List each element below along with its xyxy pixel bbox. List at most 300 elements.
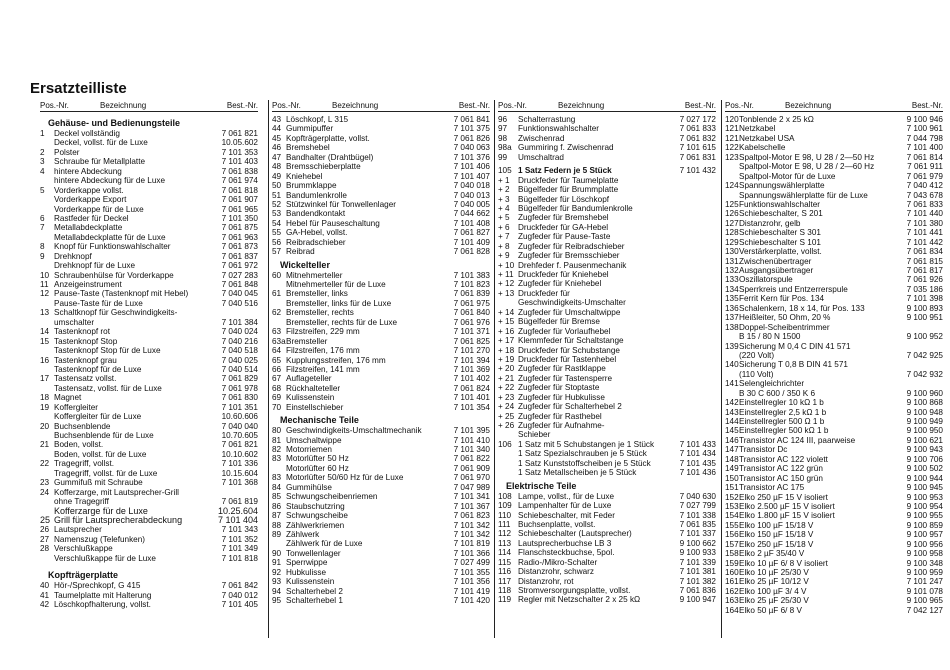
part-row (725, 530, 943, 539)
part-pos-nr: 48 (272, 162, 282, 172)
part-order-nr: 10.70.605 (221, 431, 258, 440)
part-description: Funktionswahlschalter (518, 124, 600, 134)
part-description: Kniehebel (286, 171, 323, 181)
part-description: Stromversorgungsplatte, vollst. (518, 586, 631, 595)
part-order-nr: 9 100 621 (906, 435, 943, 445)
part-order-nr: 7 101 434 (679, 449, 716, 459)
part-row (725, 275, 943, 284)
part-description: Schiebeschalter (Lautsprecher) (518, 529, 632, 539)
part-order-nr: 10.10.602 (221, 449, 258, 459)
part-row (272, 327, 490, 336)
part-pos-nr: 10 (40, 270, 50, 280)
part-order-nr: 7 101 441 (906, 228, 943, 238)
part-order-nr: 9 100 954 (906, 501, 943, 511)
part-description: Motorriemen (286, 445, 332, 454)
part-pos-nr: 125 (725, 199, 739, 209)
part-description: Zählwerkriemen (286, 520, 345, 530)
part-row (498, 153, 716, 162)
part-description: Tastenknopf rot (54, 327, 110, 337)
part-description: umschalter (54, 317, 95, 327)
header-bezeichnung: Bezeichnung (100, 101, 147, 110)
part-pos-nr: 105 (498, 166, 512, 176)
part-pos-nr: 61 (272, 289, 282, 299)
part-row (725, 389, 943, 398)
part-description: Zugfeder für Schalterhebel 2 (518, 402, 622, 412)
column-header (725, 100, 943, 112)
part-pos-nr: + 2 (498, 185, 510, 195)
part-order-nr: 7 101 398 (906, 294, 943, 304)
part-description: Zählwerk für de Luxe (286, 539, 363, 549)
part-pos-nr: 21 (40, 440, 50, 450)
part-pos-nr: 28 (40, 544, 50, 554)
part-row (725, 332, 943, 341)
part-row (498, 232, 716, 241)
column-header (40, 100, 258, 112)
part-order-nr: 7 042 127 (906, 605, 943, 615)
part-row (498, 520, 716, 529)
part-pos-nr: 18 (40, 393, 50, 403)
part-row (272, 558, 490, 567)
part-order-nr: 7 027 172 (679, 115, 716, 124)
part-pos-nr: 98a (498, 143, 512, 153)
header-best-nr: Best.-Nr. (226, 101, 258, 110)
part-row (725, 124, 943, 133)
part-row (272, 530, 490, 539)
part-order-nr: 7 061 911 (907, 162, 943, 172)
part-description: Elko 100 µF 3/ 4 V (739, 586, 807, 596)
part-row (40, 280, 258, 289)
part-row (40, 374, 258, 383)
part-pos-nr: 98 (498, 133, 508, 143)
part-row (498, 539, 716, 548)
part-order-nr: 9 100 662 (679, 538, 716, 548)
part-description: Bandumlenkrolle (286, 190, 347, 200)
part-row (725, 540, 943, 549)
part-description: 1 Satz Spezialschrauben je 5 Stück (518, 449, 647, 459)
part-description: Transistor AC 122 grün (739, 464, 823, 474)
part-description: Sicherung M 0,4 C DIN 41 571 (739, 341, 851, 351)
header-bezeichnung: Bezeichnung (332, 101, 379, 110)
part-order-nr: 7 040 024 (221, 327, 258, 337)
part-pos-nr: 89 (272, 529, 282, 539)
part-order-nr: 7 061 909 (453, 463, 490, 473)
column-divider (268, 100, 269, 638)
part-order-nr: 9 100 348 (906, 558, 943, 568)
part-order-nr: 7 061 824 (453, 383, 490, 393)
part-pos-nr: 85 (272, 492, 282, 502)
part-description: Elko 10 µF 25/30 V (739, 568, 809, 577)
part-order-nr: 7 061 822 (453, 454, 490, 464)
part-order-nr: 7 101 353 (221, 147, 258, 157)
part-order-nr: 7 061 817 (906, 266, 943, 275)
part-row (40, 195, 258, 204)
part-row (40, 525, 258, 534)
part-description: Tastenknopf grau (54, 355, 117, 365)
part-row (272, 492, 490, 501)
part-row (725, 549, 943, 558)
part-row (272, 318, 490, 327)
part-pos-nr: 139 (725, 341, 739, 351)
part-order-nr: 7 061 821 (221, 129, 258, 138)
part-order-nr: 7 061 823 (453, 511, 490, 521)
part-description: Boden, vollst. (54, 440, 104, 450)
part-row (272, 209, 490, 218)
part-description: Tastenknopf Stop (54, 336, 118, 346)
part-description: Staubschutzring (286, 501, 345, 511)
part-row (40, 469, 258, 478)
part-order-nr: 7 044 798 (906, 133, 943, 143)
part-pos-nr: 19 (40, 402, 50, 412)
part-row (272, 365, 490, 374)
part-row (725, 162, 943, 171)
part-pos-nr: 115 (498, 557, 512, 567)
part-row (498, 412, 716, 421)
part-pos-nr: 47 (272, 152, 282, 162)
part-row (498, 529, 716, 538)
part-order-nr: 7 101 356 (453, 577, 490, 587)
part-row (498, 558, 716, 567)
part-row (272, 393, 490, 402)
part-row (40, 167, 258, 176)
header-pos: Pos.-Nr. (498, 101, 527, 110)
part-description: Vorderkappe Export (54, 195, 127, 205)
part-order-nr: 7 061 976 (453, 317, 490, 327)
part-pos-nr: 9 (40, 251, 45, 261)
part-row (725, 294, 943, 303)
part-description: Bremshebel (286, 143, 330, 153)
part-pos-nr: 23 (40, 478, 50, 488)
part-description: Elko 250 µF 15 V isoliert (739, 492, 828, 502)
part-order-nr: 7 061 818 (221, 185, 258, 195)
part-pos-nr: 52 (272, 199, 282, 209)
part-order-nr: 7 027 283 (221, 270, 258, 280)
part-description: Buchsenblende (54, 421, 111, 431)
part-description: Mitnehmerteller für de Luxe (286, 280, 386, 289)
part-description: Gummihülse (286, 482, 332, 492)
part-description: Elko 250 µF 15/18 V (739, 539, 814, 549)
part-row (498, 166, 716, 175)
part-pos-nr: 136 (725, 303, 739, 313)
part-description: Buchsenblende für de Luxe (54, 431, 154, 440)
part-order-nr: 7 101 342 (453, 529, 490, 539)
part-description: Schalterrastung (518, 115, 576, 124)
part-order-nr: 7 101 342 (453, 520, 490, 530)
part-description: (110 Volt) (739, 369, 774, 379)
section-heading (272, 257, 490, 271)
part-order-nr: 7 040 514 (221, 364, 258, 374)
part-order-nr: 7 101 823 (453, 280, 490, 289)
part-description: Schwungscheibenriemen (286, 492, 378, 502)
part-order-nr: 7 101 402 (453, 374, 490, 384)
part-order-nr: 7 101 442 (906, 237, 943, 247)
part-description: Filzstreifen, 176 mm (286, 346, 360, 356)
part-pos-nr: 2 (40, 147, 45, 157)
part-description: Bremsteller, rechts für de Luxe (286, 317, 398, 327)
part-row (272, 299, 490, 308)
part-row (40, 393, 258, 402)
part-pos-nr: + 13 (498, 288, 515, 298)
part-order-nr: 7 061 825 (453, 336, 490, 346)
part-order-nr: 7 101 337 (679, 529, 716, 539)
part-pos-nr: 157 (725, 539, 739, 549)
part-row (725, 436, 943, 445)
part-pos-nr: 43 (272, 115, 282, 124)
part-row (40, 478, 258, 487)
part-description: Elko 150 µF 15/18 V (739, 530, 814, 540)
part-row (40, 176, 258, 185)
part-row (40, 600, 258, 609)
part-row (725, 238, 943, 247)
part-order-nr: 7 061 975 (453, 298, 490, 308)
part-row (725, 200, 943, 209)
part-description: Reibrad (286, 247, 315, 257)
section-title: Mechanische Teile (280, 415, 359, 426)
section-heading (272, 412, 490, 426)
part-order-nr: 9 100 946 (906, 115, 943, 124)
part-row (40, 591, 258, 600)
section-title: Wickelteller (280, 259, 330, 270)
part-description: Schalenkern, 18 x 14, für Pos. 133 (739, 303, 865, 313)
part-pos-nr: 134 (725, 284, 739, 294)
part-description: Oszillatorspule (739, 275, 793, 285)
part-pos-nr: 111 (498, 519, 511, 529)
part-pos-nr: 126 (725, 209, 739, 219)
part-description: Drehknopf für de Luxe (54, 261, 136, 271)
part-order-nr: 7 061 826 (453, 133, 490, 143)
part-order-nr: 9 100 945 (906, 483, 943, 493)
part-row (40, 242, 258, 251)
part-pos-nr: 5 (40, 185, 45, 195)
part-description: Druckfeder für Kniehebel (518, 270, 609, 279)
part-description: Spannungswählerplatte (739, 181, 825, 191)
part-order-nr: 7 040 018 (453, 181, 490, 191)
part-order-nr: 7 101 355 (453, 567, 490, 577)
part-order-nr: 7 061 830 (221, 393, 258, 403)
section-title: Elektrische Teile (506, 480, 577, 491)
part-pos-nr: 15 (40, 336, 50, 346)
part-row (40, 384, 258, 393)
part-row (498, 440, 716, 449)
part-pos-nr: 113 (498, 538, 512, 548)
part-row (725, 370, 943, 379)
part-description: 1 Satz Metallscheiben je 5 Stück (518, 468, 637, 478)
header-best-nr: Best.-Nr. (458, 101, 490, 110)
part-order-nr: 7 101 366 (453, 548, 490, 558)
part-description: Netzkabel USA (739, 133, 795, 143)
part-pos-nr: 86 (272, 501, 282, 511)
part-order-nr: 9 100 948 (906, 407, 943, 417)
part-description: Deckel vollständig (54, 129, 120, 138)
part-order-nr: 7 101 819 (453, 539, 490, 549)
part-description: Bremsschieberplatte (286, 162, 361, 172)
part-pos-nr: 121 (725, 133, 739, 143)
part-row (498, 449, 716, 458)
part-description: Bügelfeder für Bremse (518, 317, 600, 327)
part-order-nr: 7 043 678 (906, 190, 943, 200)
part-description: Löschkopfhalterung, vollst. (54, 600, 151, 609)
part-pos-nr: 93 (272, 577, 282, 587)
part-description: Schieber (518, 430, 551, 440)
part-order-nr: 7 061 838 (221, 166, 258, 176)
part-row (40, 186, 258, 195)
part-row (725, 351, 943, 360)
part-pos-nr: + 14 (498, 307, 515, 317)
part-description: Flanschsteckbuchse, 5pol. (518, 548, 615, 558)
part-description: Elko 25 µF 10/12 V (739, 577, 809, 587)
part-row (40, 327, 258, 336)
part-row (498, 567, 716, 576)
part-pos-nr: 92 (272, 567, 282, 577)
part-description: Spaltpol-Motor E 98, U 28 / 2—60 Hz (739, 162, 875, 172)
part-description: Zwischenrad (518, 133, 565, 143)
part-row (725, 313, 943, 322)
part-description: Regler mit Netzschalter 2 x 25 kΩ (518, 595, 641, 605)
part-description: Bremsteller, links (286, 289, 348, 299)
part-order-nr: 7 061 875 (221, 223, 258, 233)
part-description: Bremsteller, rechts (286, 308, 354, 318)
part-pos-nr: 62 (272, 308, 282, 318)
part-description: 1 Satz mit 5 Schubstangen je 1 Stück (518, 439, 655, 449)
part-row (725, 483, 943, 492)
part-pos-nr: 106 (498, 439, 512, 449)
section-heading (40, 115, 258, 129)
part-description: ohne Tragegriff (54, 497, 109, 507)
part-pos-nr: 67 (272, 374, 282, 384)
part-order-nr: 7 061 834 (906, 247, 943, 257)
part-row (40, 214, 258, 223)
part-row (725, 502, 943, 511)
part-row (498, 511, 716, 520)
part-order-nr: 9 100 933 (679, 548, 716, 558)
part-order-nr: 9 100 958 (906, 549, 943, 559)
part-order-nr: 7 040 025 (221, 355, 258, 365)
part-row (498, 261, 716, 270)
part-order-nr: 7 040 630 (679, 491, 716, 501)
part-description: Bandhalter (Drahtbügel) (286, 152, 374, 162)
part-order-nr: 9 100 893 (906, 303, 943, 313)
part-description: Gummipuffer (286, 124, 334, 134)
part-row (40, 148, 258, 157)
part-row (40, 516, 258, 525)
part-pos-nr: + 18 (498, 345, 515, 355)
part-pos-nr: 128 (725, 228, 739, 238)
part-row (725, 511, 943, 520)
part-pos-nr: + 17 (498, 336, 515, 346)
part-pos-nr: 114 (498, 548, 512, 558)
part-order-nr: 7 101 371 (453, 327, 490, 337)
part-description: Kupplungsstreifen, 176 mm (286, 355, 386, 365)
part-description: Motorlüfter 60 Hz (286, 463, 349, 473)
part-row (498, 383, 716, 392)
part-order-nr: 7 101 349 (221, 544, 258, 554)
part-order-nr: 7 101 420 (453, 596, 490, 605)
part-row (40, 440, 258, 449)
part-row (725, 219, 943, 228)
part-pos-nr: 160 (725, 568, 739, 577)
part-pos-nr: + 8 (498, 241, 510, 251)
part-description: Geschwindigkeits-Umschalter (518, 298, 626, 308)
part-pos-nr: 131 (725, 256, 739, 266)
part-description: Anzeigeinstrument (54, 280, 122, 289)
part-description: Transistor AC 175 (739, 483, 805, 493)
parts-column-2 (272, 100, 490, 605)
part-order-nr: 7 101 395 (453, 426, 490, 436)
part-row (498, 336, 716, 345)
part-row (498, 327, 716, 336)
part-order-nr: 9 100 965 (906, 596, 943, 606)
part-pos-nr: 97 (498, 124, 508, 134)
part-order-nr: 7 101 405 (221, 600, 258, 609)
part-pos-nr: 118 (498, 586, 512, 595)
part-row (40, 535, 258, 544)
part-description: Elko 25 µF 25/30 V (739, 596, 809, 606)
part-description: Druckfeder für (518, 288, 570, 298)
part-description: Spaltpol-Motor für de Luxe (739, 171, 836, 181)
part-description: Einstellregler 2,5 kΩ 1 b (739, 407, 827, 417)
part-description: B 15 / 80 N 1500 (739, 332, 801, 342)
part-row (725, 153, 943, 162)
part-description: Schaltknopf für Geschwindigkeits- (54, 308, 178, 318)
part-description: Bügelfeder für Brummplatte (518, 185, 619, 195)
part-description: Druckfeder für Tastenhebel (518, 354, 617, 364)
part-row (725, 417, 943, 426)
part-description: Metallabdeckplatte für de Luxe (54, 232, 166, 242)
part-description: Umschaltwippe (286, 435, 342, 445)
parts-column-1 (40, 100, 258, 609)
part-row (40, 223, 258, 232)
part-pos-nr: 66 (272, 364, 282, 374)
part-description: Schwungscheibe (286, 511, 348, 521)
part-description: Kabelschelle (739, 143, 786, 153)
part-description: 1 Satz Federn je 5 Stück (518, 166, 612, 176)
part-order-nr: 7 101 432 (679, 166, 716, 176)
part-pos-nr: 46 (272, 143, 282, 153)
part-pos-nr: 87 (272, 511, 282, 521)
part-pos-nr: 146 (725, 435, 739, 445)
part-order-nr: 7 101 247 (906, 577, 943, 587)
part-order-nr: 10.25.604 (217, 505, 258, 516)
part-pos-nr: 81 (272, 435, 282, 445)
part-order-nr: 7 101 440 (906, 209, 943, 219)
part-pos-nr: + 9 (498, 251, 510, 261)
part-row (725, 172, 943, 181)
part-order-nr: 7 101 354 (453, 402, 490, 412)
part-pos-nr: 24 (40, 487, 50, 497)
part-description: Elko 2.500 µF 15 V isoliert (739, 501, 835, 511)
part-pos-nr: 119 (498, 595, 512, 605)
part-description: Elko 2 µF 35/40 V (739, 549, 805, 559)
column-header (498, 100, 716, 112)
part-row (40, 365, 258, 374)
part-pos-nr: 130 (725, 247, 739, 257)
part-order-nr: 7 101 383 (453, 270, 490, 280)
part-pos-nr: 44 (272, 124, 282, 134)
part-pos-nr: 144 (725, 417, 739, 426)
part-row (272, 473, 490, 482)
part-row (40, 157, 258, 166)
column-header (272, 100, 490, 112)
part-description: Tonblende 2 x 25 kΩ (739, 115, 814, 124)
part-description: Transistor AC 122 violett (739, 454, 828, 464)
part-pos-nr: 164 (725, 605, 739, 615)
part-description: Bügelfeder für Bandumlenkrolle (518, 203, 633, 213)
part-row (498, 430, 716, 439)
section-title: Gehäuse- und Bedienungsteile (48, 118, 181, 128)
part-row (40, 138, 258, 147)
part-row (40, 346, 258, 355)
part-description: Lautsprecher (54, 525, 102, 535)
part-pos-nr: 64 (272, 346, 282, 356)
